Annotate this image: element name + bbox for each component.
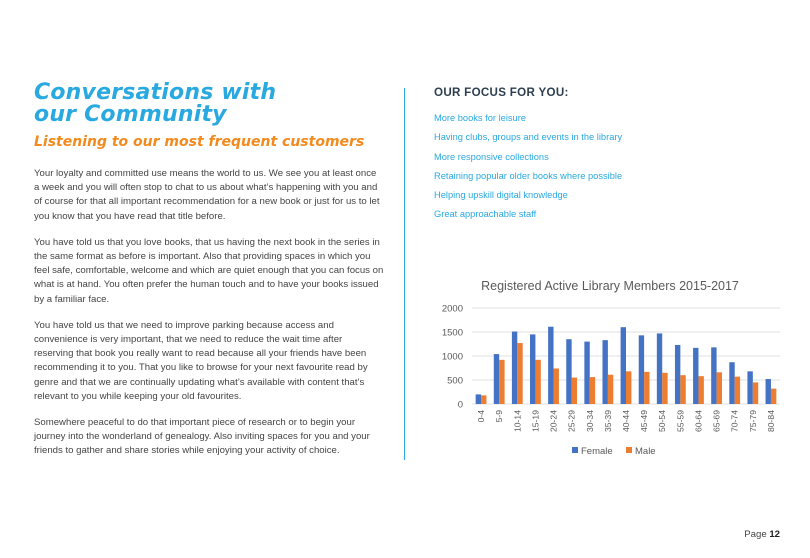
legend-swatch-female bbox=[572, 447, 578, 453]
x-tick-label: 60-64 bbox=[693, 410, 704, 432]
bar-male bbox=[662, 373, 667, 404]
x-tick-label: 15-19 bbox=[530, 410, 541, 432]
focus-item: Retaining popular older books where possible bbox=[434, 170, 623, 181]
x-tick-label: 80-84 bbox=[765, 410, 776, 432]
focus-item: Having clubs, groups and events in the library bbox=[434, 132, 623, 143]
bar-male bbox=[590, 377, 595, 404]
bar-female bbox=[693, 348, 698, 404]
bar-male bbox=[735, 377, 740, 404]
bar-female bbox=[584, 342, 589, 404]
bar-female bbox=[657, 333, 662, 404]
bar-female bbox=[729, 362, 734, 404]
x-tick-label: 65-69 bbox=[711, 410, 722, 432]
bar-male bbox=[644, 372, 649, 404]
bar-male bbox=[771, 389, 776, 404]
bar-female bbox=[621, 327, 626, 404]
y-tick-label: 2000 bbox=[441, 303, 463, 315]
x-tick-label: 70-74 bbox=[729, 410, 740, 432]
page-title-line-2: our Community bbox=[34, 102, 227, 127]
bar-male bbox=[608, 375, 613, 404]
x-tick-label: 50-54 bbox=[657, 410, 668, 432]
x-tick-label: 35-39 bbox=[602, 410, 613, 432]
x-tick-label: 25-29 bbox=[566, 410, 577, 432]
bar-male bbox=[717, 372, 722, 404]
focus-item: More responsive collections bbox=[434, 151, 549, 162]
y-tick-label: 1000 bbox=[441, 351, 463, 363]
bar-male bbox=[753, 382, 758, 404]
bar-male bbox=[554, 368, 559, 404]
body-text bbox=[34, 167, 384, 471]
bar-female bbox=[494, 354, 499, 404]
bar-male bbox=[626, 371, 631, 404]
legend-label-male: Male bbox=[635, 446, 656, 457]
bar-female bbox=[548, 327, 553, 404]
y-tick-label: 500 bbox=[447, 375, 463, 387]
bar-male bbox=[680, 375, 685, 404]
x-tick-label: 75-79 bbox=[747, 410, 758, 432]
bar-female bbox=[530, 334, 535, 404]
chart-title: Registered Active Library Members 2015-2017 bbox=[481, 279, 739, 293]
bar-female bbox=[675, 345, 680, 404]
x-tick-label: 55-59 bbox=[675, 410, 686, 432]
x-tick-label: 20-24 bbox=[548, 410, 559, 432]
members-chart bbox=[430, 272, 790, 467]
x-tick-label: 30-34 bbox=[584, 410, 595, 432]
bar-female bbox=[711, 347, 716, 404]
paragraph: You have told us that you love books, that us having the next book in the series in the same format as before is important. Also that providing spaces in which you feel safe, comfortable, welcome and which are quiet enough that you can focus on what is at hand. You often prefer the human touch and to have your books issued by a familiar face. bbox=[34, 236, 384, 305]
x-tick-label: 10-14 bbox=[512, 410, 523, 432]
bar-female bbox=[639, 335, 644, 404]
focus-item: Great approachable staff bbox=[434, 209, 537, 220]
page-title-line-1: Conversations with bbox=[34, 80, 277, 105]
y-tick-label: 0 bbox=[457, 399, 463, 411]
bar-male bbox=[572, 378, 577, 404]
focus-item: More books for leisure bbox=[434, 113, 526, 123]
bar-female bbox=[476, 394, 481, 404]
bar-female bbox=[512, 332, 517, 404]
legend-label-female: Female bbox=[581, 446, 613, 457]
focus-heading: OUR FOCUS FOR YOU: bbox=[434, 86, 569, 99]
paragraph: Your loyalty and committed use means the world to us. We see you at least once a week and you will often stop to chat to us about what’s happening with you and of course for that all important recommendation for a new book or just for us to let you know that you have read that title before. bbox=[34, 168, 380, 222]
x-tick-label: 5-9 bbox=[494, 410, 505, 423]
bar-male bbox=[535, 360, 540, 404]
legend-swatch-male bbox=[626, 447, 632, 453]
page-label: Page bbox=[744, 529, 767, 540]
y-tick-label: 1500 bbox=[441, 327, 463, 339]
bar-male bbox=[517, 343, 522, 404]
page-title bbox=[34, 82, 394, 126]
bar-female bbox=[766, 379, 771, 404]
divider bbox=[404, 88, 405, 460]
bar-female bbox=[747, 371, 752, 404]
bar-male bbox=[481, 395, 486, 404]
focus-list bbox=[434, 109, 622, 225]
chart-svg bbox=[430, 272, 790, 462]
page-number bbox=[744, 529, 780, 540]
x-tick-label: 45-49 bbox=[639, 410, 650, 432]
bar-male bbox=[698, 376, 703, 404]
page-subtitle: Listening to our most frequent customers bbox=[34, 134, 365, 150]
page-number-value: 12 bbox=[769, 529, 780, 540]
x-tick-label: 40-44 bbox=[621, 410, 631, 432]
x-tick-label: 0-4 bbox=[476, 410, 487, 423]
bar-female bbox=[566, 339, 571, 404]
paragraph: Somewhere peaceful to do that important piece of research or to begin your journey into the wonderland of genealogy. Also inviting spaces for you and your friends to gather and share stories while enjoying your activity of choice. bbox=[34, 417, 370, 457]
paragraph: You have told us that we need to improve parking because access and convenience is very important, that we need to reduce the wait time after reserving that book you really want to read because all your friends have been recommending it to you. That you like to browse for your next favourite read by genre and that we are continually updating what’s available with content that’s relevant to you while keeping your old favourites. bbox=[34, 319, 368, 402]
bar-female bbox=[602, 340, 607, 404]
focus-item: Helping upskill digital knowledge bbox=[434, 190, 568, 201]
bar-male bbox=[499, 360, 504, 404]
